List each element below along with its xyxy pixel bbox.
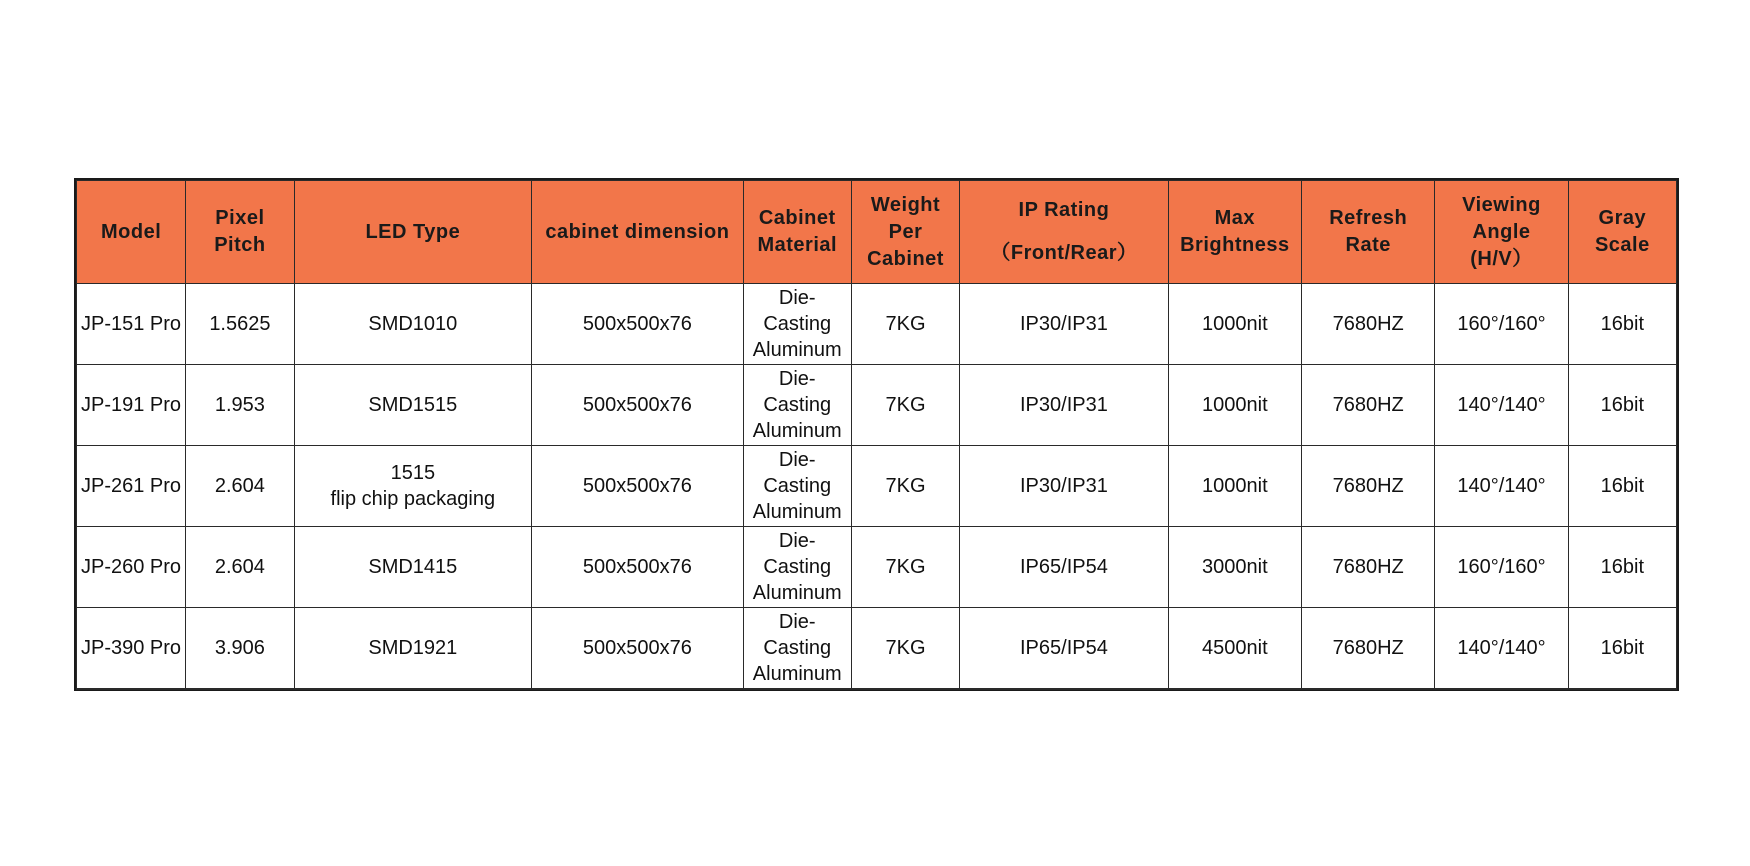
- header-ip-rating: [960, 181, 1169, 284]
- cell-led-type: [294, 446, 532, 527]
- cell-max-brightness: 1000nit: [1168, 446, 1301, 527]
- cell-led-type: SMD1415: [294, 527, 532, 608]
- header-refresh-rate: Refresh Rate: [1302, 181, 1435, 284]
- cell-pixel-pitch: 1.5625: [186, 284, 294, 365]
- cell-ip-rating: IP65/IP54: [960, 608, 1169, 690]
- cell-cabinet-material: [743, 527, 851, 608]
- cell-cabinet-dimension: 500x500x76: [532, 446, 744, 527]
- header-pixel-pitch: Pixel Pitch: [186, 181, 294, 284]
- header-led-type: LED Type: [294, 181, 532, 284]
- header-gray-scale: Gray Scale: [1568, 181, 1676, 284]
- cell-viewing-angle: 140°/140°: [1435, 608, 1568, 690]
- cell-viewing-angle: 140°/140°: [1435, 446, 1568, 527]
- cell-cabinet-material: [743, 446, 851, 527]
- cell-model: JP-191 Pro: [77, 365, 186, 446]
- cell-viewing-angle: 160°/160°: [1435, 284, 1568, 365]
- cell-gray-scale: 16bit: [1568, 527, 1676, 608]
- cell-weight: 7KG: [851, 446, 959, 527]
- cell-gray-scale: 16bit: [1568, 365, 1676, 446]
- header-weight: Weight Per Cabinet: [851, 181, 959, 284]
- cell-ip-rating: IP65/IP54: [960, 527, 1169, 608]
- cell-cabinet-material-text: Die-Casting Aluminum: [752, 611, 842, 685]
- cell-ip-rating: IP30/IP31: [960, 284, 1169, 365]
- cell-max-brightness: 4500nit: [1168, 608, 1301, 690]
- cell-gray-scale: 16bit: [1568, 446, 1676, 527]
- cell-cabinet-material-text: Die-Casting Aluminum: [752, 287, 842, 361]
- cell-viewing-angle: 160°/160°: [1435, 527, 1568, 608]
- cell-weight: 7KG: [851, 527, 959, 608]
- cell-model: JP-390 Pro: [77, 608, 186, 690]
- cell-gray-scale: 16bit: [1568, 608, 1676, 690]
- cell-pixel-pitch: 1.953: [186, 365, 294, 446]
- cell-pixel-pitch: 3.906: [186, 608, 294, 690]
- header-ip-rating-sub: （Front/Rear）: [990, 242, 1138, 264]
- cell-pixel-pitch: 2.604: [186, 527, 294, 608]
- cell-cabinet-material-text: Die-Casting Aluminum: [752, 530, 842, 604]
- cell-cabinet-material: [743, 284, 851, 365]
- table-row: [77, 446, 1677, 527]
- cell-led-type-extra: flip chip packaging: [330, 488, 496, 510]
- cell-cabinet-material-text: Die-Casting Aluminum: [752, 368, 842, 442]
- cell-led-type: SMD1515: [294, 365, 532, 446]
- cell-refresh-rate: 7680HZ: [1302, 446, 1435, 527]
- cell-model: JP-151 Pro: [77, 284, 186, 365]
- table-header-row: [77, 181, 1677, 284]
- cell-cabinet-material: [743, 365, 851, 446]
- cell-led-type-main: 1515: [390, 462, 436, 484]
- cell-cabinet-dimension: 500x500x76: [532, 527, 744, 608]
- cell-max-brightness: 3000nit: [1168, 527, 1301, 608]
- cell-weight: 7KG: [851, 365, 959, 446]
- cell-refresh-rate: 7680HZ: [1302, 365, 1435, 446]
- cell-cabinet-dimension: 500x500x76: [532, 365, 744, 446]
- cell-refresh-rate: 7680HZ: [1302, 284, 1435, 365]
- header-cabinet-dimension: cabinet dimension: [532, 181, 744, 284]
- header-model: Model: [77, 181, 186, 284]
- cell-cabinet-dimension: 500x500x76: [532, 284, 744, 365]
- cell-refresh-rate: 7680HZ: [1302, 608, 1435, 690]
- header-max-brightness: Max Brightness: [1168, 181, 1301, 284]
- header-cabinet-material: Cabinet Material: [743, 181, 851, 284]
- cell-gray-scale: 16bit: [1568, 284, 1676, 365]
- cell-weight: 7KG: [851, 608, 959, 690]
- cell-max-brightness: 1000nit: [1168, 284, 1301, 365]
- cell-cabinet-dimension: 500x500x76: [532, 608, 744, 690]
- cell-cabinet-material: [743, 608, 851, 690]
- cell-model: JP-260 Pro: [77, 527, 186, 608]
- cell-pixel-pitch: 2.604: [186, 446, 294, 527]
- spec-table-container: [74, 178, 1679, 691]
- led-spec-table: [76, 180, 1677, 690]
- cell-led-type: SMD1010: [294, 284, 532, 365]
- header-viewing-angle: Viewing Angle (H/V）: [1435, 181, 1568, 284]
- cell-max-brightness: 1000nit: [1168, 365, 1301, 446]
- cell-led-type: SMD1921: [294, 608, 532, 690]
- table-row: [77, 365, 1677, 446]
- table-row: [77, 284, 1677, 365]
- cell-cabinet-material-text: Die-Casting Aluminum: [752, 449, 842, 523]
- table-row: [77, 608, 1677, 690]
- cell-weight: 7KG: [851, 284, 959, 365]
- cell-model: JP-261 Pro: [77, 446, 186, 527]
- cell-ip-rating: IP30/IP31: [960, 365, 1169, 446]
- header-ip-rating-label: IP Rating: [1018, 199, 1110, 221]
- table-row: [77, 527, 1677, 608]
- cell-ip-rating: IP30/IP31: [960, 446, 1169, 527]
- cell-refresh-rate: 7680HZ: [1302, 527, 1435, 608]
- cell-viewing-angle: 140°/140°: [1435, 365, 1568, 446]
